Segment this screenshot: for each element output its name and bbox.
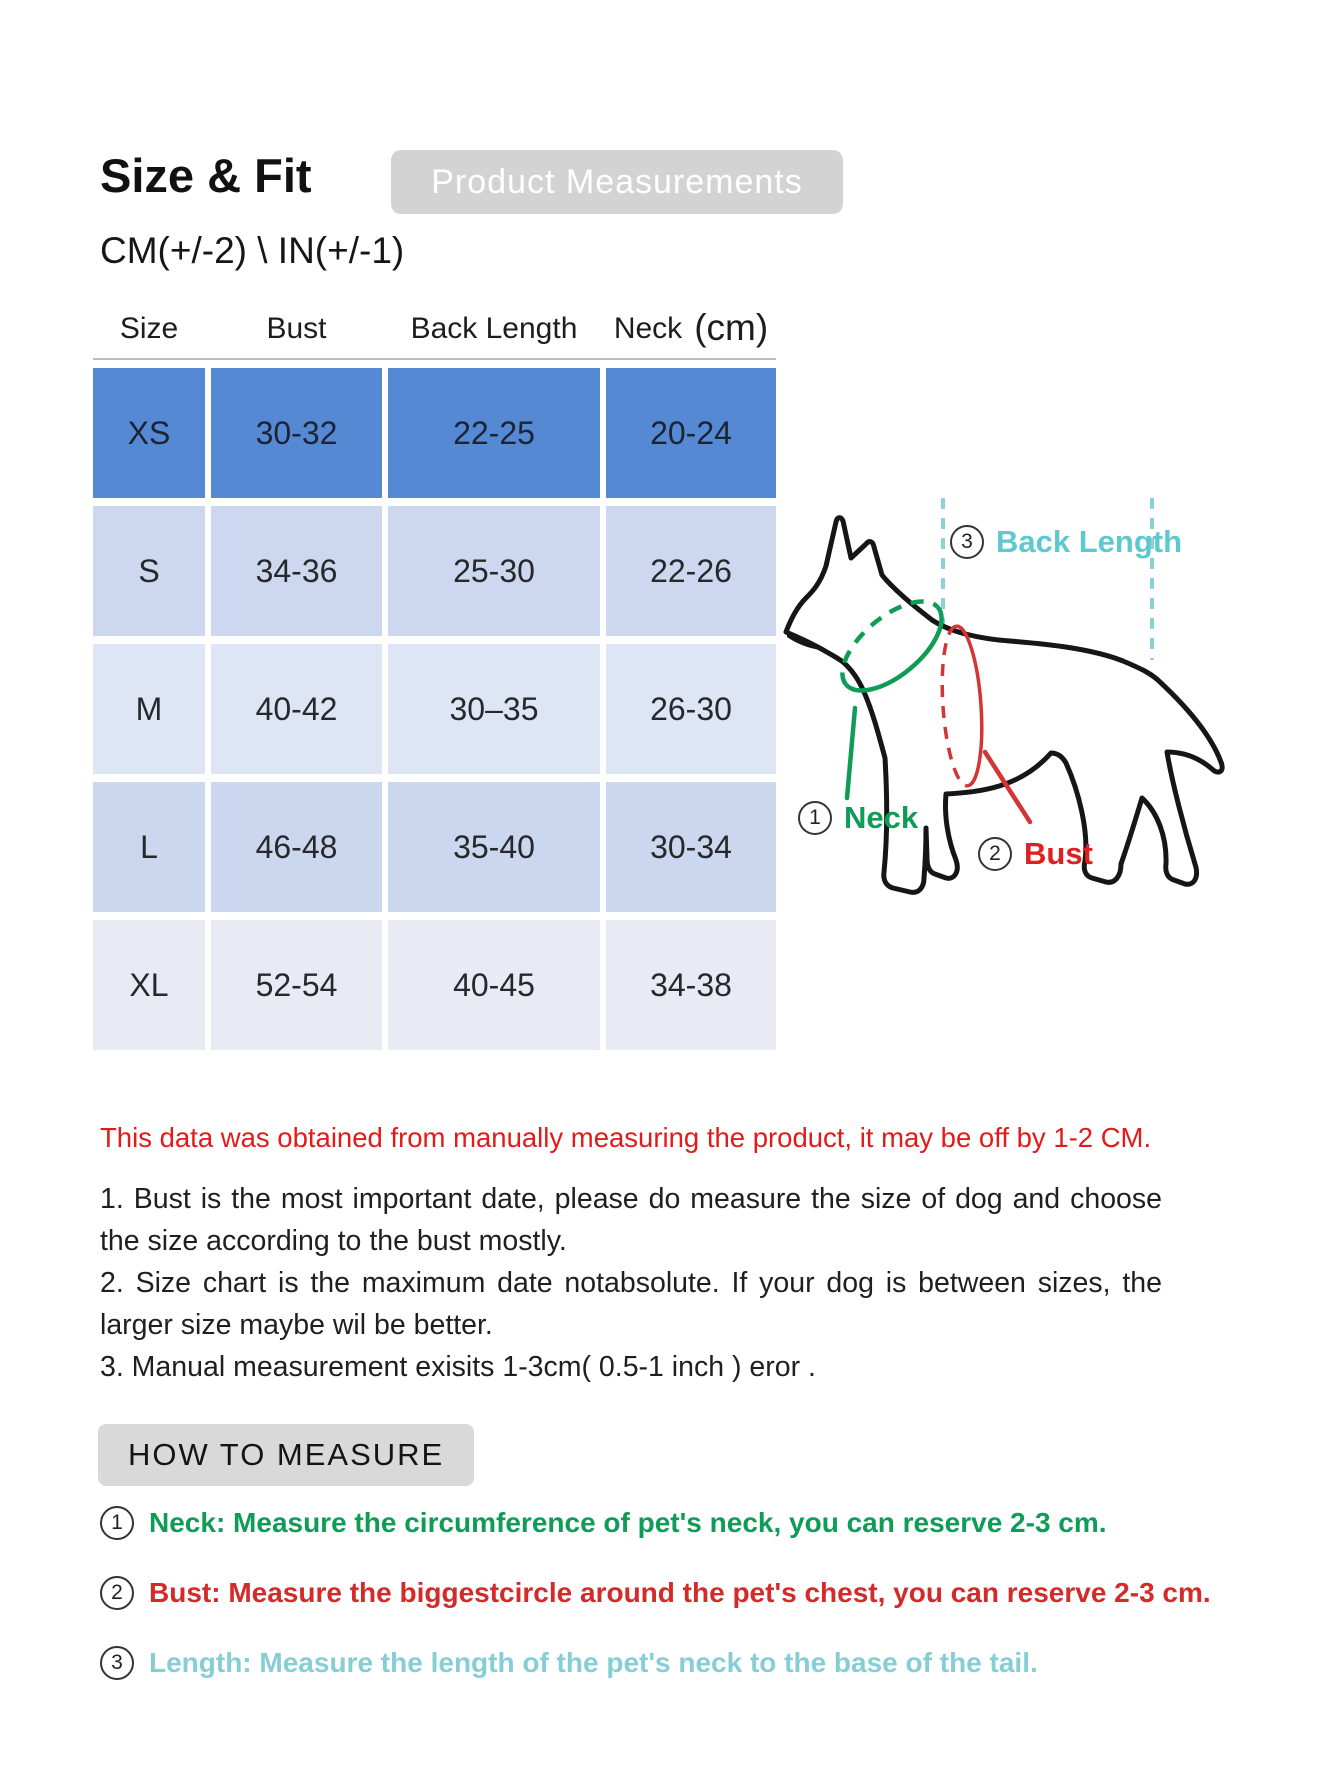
cell-size: M: [93, 644, 205, 774]
measure-instruction-length-text: Length: Measure the length of the pet's neck to the base of the tail.: [149, 1647, 1038, 1678]
cell-neck: 30-34: [606, 782, 776, 912]
measure-instruction-length: [100, 1646, 1038, 1680]
tolerance-note: CM(+/-2) \ IN(+/-1): [100, 230, 405, 271]
sizing-notes: [100, 1178, 1162, 1388]
column-header-neck: [606, 300, 776, 358]
back-length-label-text: Back Length: [996, 524, 1183, 559]
cell-size: S: [93, 506, 205, 636]
dog-measurement-diagram: [680, 420, 1340, 980]
circled-2-icon: 2: [978, 837, 1012, 871]
cell-bust: 46-48: [211, 782, 382, 912]
table-header-row: [93, 300, 776, 360]
back-length-label: [950, 524, 1182, 560]
how-to-measure-heading: HOW TO MEASURE: [98, 1424, 474, 1486]
circled-2-icon: 2: [100, 1576, 134, 1610]
cell-back-length: 35-40: [388, 782, 600, 912]
table-body: [93, 368, 776, 1050]
sizing-note-1: 1. Bust is the most important date, please do measure the size of dog and choose the size according to the bust mostly.: [100, 1183, 1162, 1257]
column-header-neck-label: Neck: [613, 312, 683, 345]
cell-neck: 34-38: [606, 920, 776, 1050]
measure-instruction-bust: [100, 1576, 1211, 1610]
sizing-note-2: 2. Size chart is the maximum date notabsolute. If your dog is between sizes, the larger size maybe wil be better.: [100, 1267, 1162, 1341]
cell-neck: 26-30: [606, 644, 776, 774]
unit-cm-label: (cm): [694, 307, 769, 348]
column-header-size: Size: [119, 312, 179, 345]
measurement-warning-note: This data was obtained from manually measuring the product, it may be off by 1-2 CM.: [100, 1122, 1152, 1153]
cell-size: L: [93, 782, 205, 912]
measure-instruction-neck: [100, 1506, 1107, 1540]
page-title: Size & Fit: [100, 149, 312, 202]
cell-neck: 22-26: [606, 506, 776, 636]
circled-3-icon: 3: [100, 1646, 134, 1680]
cell-neck: 20-24: [606, 368, 776, 498]
size-table: [93, 300, 776, 1050]
column-header-bust: Bust: [266, 312, 327, 345]
neck-label: [798, 800, 918, 836]
cell-bust: 52-54: [211, 920, 382, 1050]
product-measurements-badge: Product Measurements: [391, 150, 843, 214]
column-header-back-length: Back Length: [410, 312, 578, 345]
cell-size: XS: [93, 368, 205, 498]
cell-back-length: 22-25: [388, 368, 600, 498]
cell-bust: 40-42: [211, 644, 382, 774]
bust-label-text: Bust: [1024, 836, 1093, 871]
circled-1-icon: 1: [798, 801, 832, 835]
circled-3-icon: 3: [950, 525, 984, 559]
neck-label-text: Neck: [844, 800, 919, 835]
circled-1-icon: 1: [100, 1506, 134, 1540]
cell-back-length: 30–35: [388, 644, 600, 774]
measure-instruction-neck-text: Neck: Measure the circumference of pet's neck, you can reserve 2-3 cm.: [149, 1507, 1107, 1538]
cell-back-length: 25-30: [388, 506, 600, 636]
sizing-note-3: 3. Manual measurement exisits 1-3cm( 0.5-1 inch ) eror .: [100, 1351, 816, 1383]
cell-back-length: 40-45: [388, 920, 600, 1050]
neck-pointer-line: [847, 708, 855, 798]
cell-size: XL: [93, 920, 205, 1050]
cell-bust: 34-36: [211, 506, 382, 636]
bust-label: [978, 836, 1093, 872]
cell-bust: 30-32: [211, 368, 382, 498]
measure-instruction-bust-text: Bust: Measure the biggestcircle around the pet's chest, you can reserve 2-3 cm.: [149, 1577, 1211, 1608]
